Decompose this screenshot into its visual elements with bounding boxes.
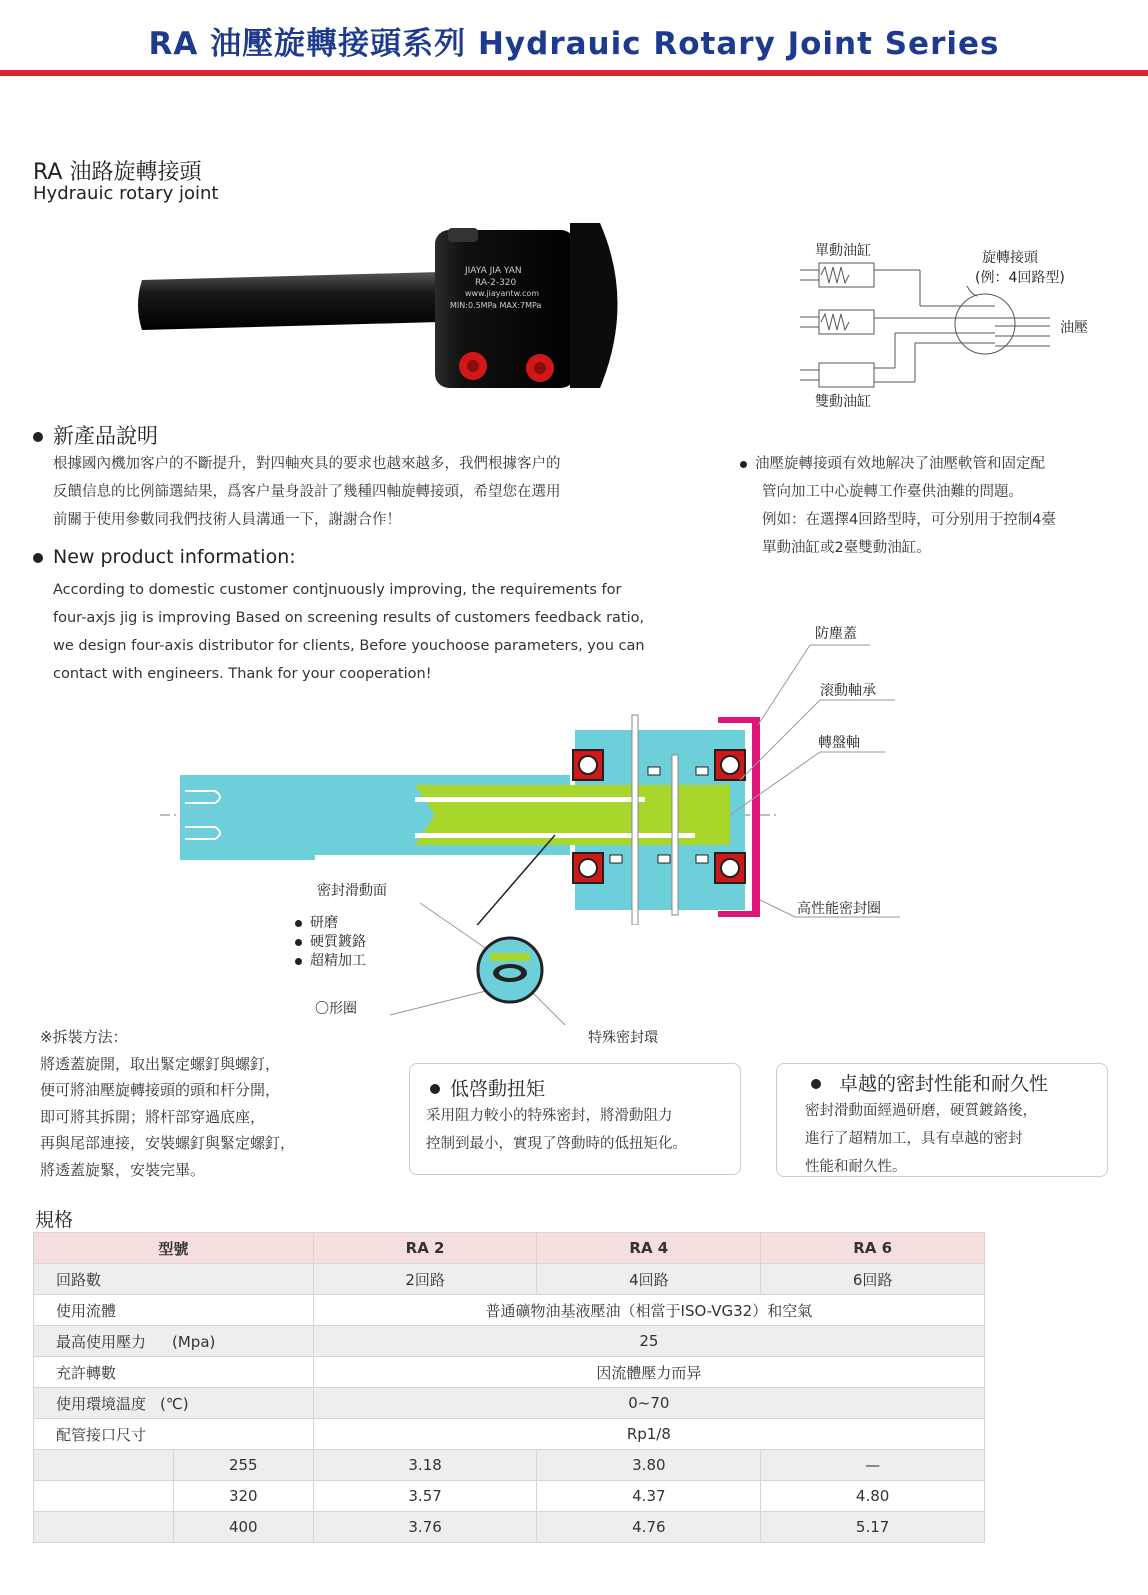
sealing-box: 卓越的密封性能和耐久性 密封滑動面經過研磨，硬質鍍鉻後， 進行了超精加工，具有卓越的密封 性能和耐久性。 bbox=[776, 1063, 1108, 1177]
seal-detail-diagram bbox=[380, 895, 580, 1025]
product-photo bbox=[130, 218, 650, 398]
o-ring-label: 〇形圈 bbox=[315, 1001, 357, 1017]
new-product-heading-zh: 新產品說明 bbox=[33, 420, 158, 450]
sealing-heading: 卓越的密封性能和耐久性 bbox=[811, 1069, 1048, 1096]
new-product-text-zh: 根據國內機加客户的不斷提升，對四軸夾具的要求也越來越多，我們根據客户的 反饋信息的比例篩選結果，爲客户量身設計了幾種四軸旋轉接頭，希望您在選用 前關于使用參數同我們技術人員溝通一下，謝謝合作！ bbox=[53, 456, 561, 528]
rotary-joint-label: 旋轉接頭 bbox=[982, 250, 1038, 266]
table-row: 最高使用壓力 (Mpa) 25 bbox=[34, 1326, 985, 1357]
table-row: 400 3.76 4.76 5.17 bbox=[34, 1512, 985, 1543]
table-row: 回路數 2回路 4回路 6回路 bbox=[34, 1264, 985, 1295]
bullet-icon bbox=[33, 553, 43, 563]
label-line-4: MIN:0.5MPa MAX:7MPa bbox=[450, 301, 542, 310]
rolling-bearing-label: 滚動軸承 bbox=[820, 683, 876, 699]
table-row: 型號 RA 2 RA 4 RA 6 bbox=[34, 1233, 985, 1264]
oil-pressure-label: 油壓 bbox=[1060, 320, 1088, 336]
turntable-shaft-label: 轉盤軸 bbox=[818, 735, 860, 751]
new-product-heading-en: New product information: bbox=[33, 546, 296, 568]
header-divider bbox=[0, 70, 1148, 76]
new-product-text-en: According to domestic customer contjnuously improving, the requirements for four-axjs jig is improving Based on screening results of customers feedback ratio, we design four-axis distributor for clients, Before youchoose parameters, you can contact with engineers. Thank for your cooperation! bbox=[53, 582, 645, 682]
table-row: 320 3.57 4.37 4.80 bbox=[34, 1481, 985, 1512]
section-diagram bbox=[160, 705, 780, 925]
low-torque-heading: 低啓動扭矩 bbox=[430, 1074, 545, 1101]
bullet-icon bbox=[33, 432, 43, 442]
double-cylinder-label: 雙動油缸 bbox=[815, 394, 871, 410]
spec-heading: 規格 bbox=[35, 1209, 74, 1231]
page-title: RA 油壓旋轉接頭系列 Hydrauic Rotary Joint Series bbox=[148, 26, 1000, 62]
label-line-1: JIAYA JIA YAN bbox=[465, 266, 522, 276]
table-row: 充許轉數 因流體壓力而异 bbox=[34, 1357, 985, 1388]
dust-cover-label: 防塵蓋 bbox=[815, 626, 857, 642]
right-note: 油壓旋轉接頭有效地解决了油壓軟管和固定配 管向加工中心旋轉工作臺供油難的問題。 例如：在選擇4回路型時，可分别用于控制4臺 單動油缸或2臺雙動油缸。 bbox=[740, 450, 1130, 562]
table-row: 配管接口尺寸 Rp1/8 bbox=[34, 1419, 985, 1450]
single-cylinder-label: 單動油缸 bbox=[815, 243, 871, 259]
bullet-icon bbox=[740, 461, 747, 468]
seal-sliding-surface-label: 密封滑動面 bbox=[317, 883, 387, 899]
high-perf-seal-label: 高性能密封圈 bbox=[797, 901, 881, 917]
product-name-en: Hydrauic rotary joint bbox=[33, 183, 219, 204]
table-row: 使用流體 普通礦物油基液壓油（相當于ISO-VG32）和空氣 bbox=[34, 1295, 985, 1326]
example-label: (例：4回路型) bbox=[975, 270, 1065, 286]
label-line-3: www.jiayantw.com bbox=[465, 289, 540, 298]
table-row: 使用環境温度 (℃) 0~70 bbox=[34, 1388, 985, 1419]
table-row: 255 3.18 3.80 — bbox=[34, 1450, 985, 1481]
label-line-2: RA-2-320 bbox=[475, 278, 517, 288]
special-seal-ring-label: 特殊密封環 bbox=[588, 1030, 658, 1046]
spec-table bbox=[33, 1232, 985, 1543]
low-torque-box: 低啓動扭矩 采用阻力較小的特殊密封，將滑動阻力 控制到最小，實現了啓動時的低扭矩化。 bbox=[409, 1063, 741, 1175]
disassembly-heading: ※拆裝方法： bbox=[40, 1028, 128, 1046]
seal-features-list: 研磨 硬質鍍鉻 超精加工 bbox=[295, 914, 366, 971]
product-name-zh: RA 油路旋轉接頭 bbox=[33, 160, 202, 185]
leader-lines bbox=[700, 630, 920, 930]
disassembly-section: ※拆裝方法： 將透蓋旋開，取出緊定螺釘與螺釘， 便可將油壓旋轉接頭的頭和杆分開， 即可將其拆開；將杆部穿過底座， 再與尾部連接，安裝螺釘與緊定螺釘， 將透蓋旋緊，安裝完畢。 bbox=[40, 1024, 380, 1183]
